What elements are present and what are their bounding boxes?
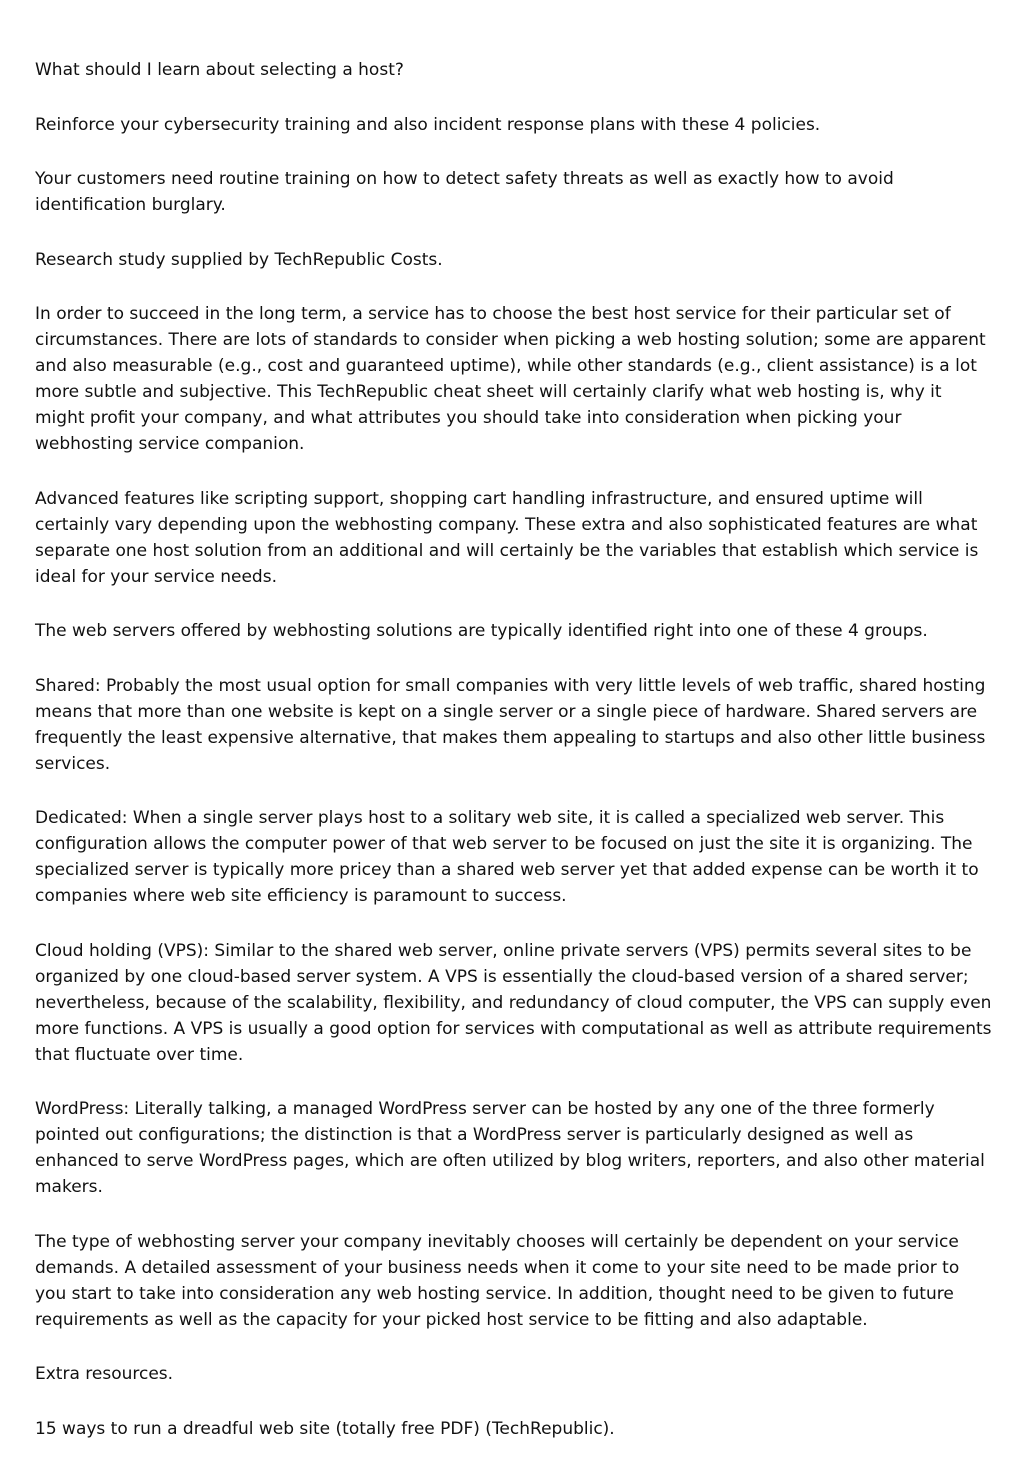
paragraph-dedicated: Dedicated: When a single server plays host to a solitary web site, it is called a specialized web server. This configuration allows the computer power of that web server to be focused on just the site it is organizing. The specialized server is typically more pricey than a shared web server yet that added expense can be worth it to companies where web site efficiency is paramount to success. [35, 808, 979, 906]
paragraph-shared: Shared: Probably the most usual option for small companies with very little levels of web traffic, shared hosting means that more than one website is kept on a single server or a single piece of hardware. Shared servers are frequently the least expensive alternative, that makes them appealing to startups and also other little business services. [35, 675, 986, 774]
paragraph-advanced-features: Advanced features like scripting support, shopping cart handling infrastructure, and ensured uptime will certainly vary depending upon the webhosting company. These extra and also sophisticated features are what separate one host solution from an additional and will certainly be the variables that establish which service is ideal for your service needs. [35, 488, 979, 587]
paragraph-resource-link: 15 ways to run a dreadful web site (totally free PDF) (TechRepublic). [35, 1418, 615, 1439]
paragraph-wordpress: WordPress: Literally talking, a managed WordPress server can be hosted by any one of the three formerly pointed out configurations; the distinction is that a WordPress server is particularly designed as well as enhanced to serve WordPress pages, which are often utilized by blog writers, reporters, and also other material makers. [35, 1099, 985, 1197]
paragraph-cloud-vps: Cloud holding (VPS): Similar to the shared web server, online private servers (VPS) permits several sites to be organized by one cloud-based server system. A VPS is essentially the cloud-based version of a shared server; nevertheless, because of the scalability, flexibility, and redundancy of cloud computer, the VPS can supply even more functions. A VPS is usually a good option for services with computational as well as attribute requirements that fluctuate over time. [35, 940, 992, 1065]
paragraph-research: Research study supplied by TechRepublic Costs. [35, 249, 443, 270]
paragraph-training: Your customers need routine training on how to detect safety threats as well as exactly how to avoid identification burglary. [35, 169, 894, 215]
document-body [35, 57, 993, 1470]
paragraph-intro: In order to succeed in the long term, a service has to choose the best host service for their particular set of circumstances. There are lots of standards to consider when picking a web hosting solution; some are apparent and also measurable (e.g., cost and guaranteed uptime), while other standards (e.g., client assistance) is a lot more subtle and subjective. This TechRepublic cheat sheet will certainly clarify what web hosting is, why it might profit your company, and what attributes you should take into consideration when picking your webhosting service companion. [35, 304, 986, 454]
paragraph-cybersecurity: Reinforce your cybersecurity training and also incident response plans with these 4 policies. [35, 114, 821, 135]
paragraph-server-groups: The web servers offered by webhosting solutions are typically identified right into one of these 4 groups. [35, 621, 928, 641]
paragraph-server-choice: The type of webhosting server your company inevitably chooses will certainly be dependent on your service demands. A detailed assessment of your business needs when it come to your site need to be made prior to you start to take into consideration any web hosting service. In addition, thought need to be given to future requirements as well as the capacity for your picked host service to be fitting and also adaptable. [35, 1231, 960, 1330]
paragraph-extra-resources: Extra resources. [35, 1364, 174, 1384]
paragraph-heading-question: What should I learn about selecting a host? [35, 60, 404, 80]
